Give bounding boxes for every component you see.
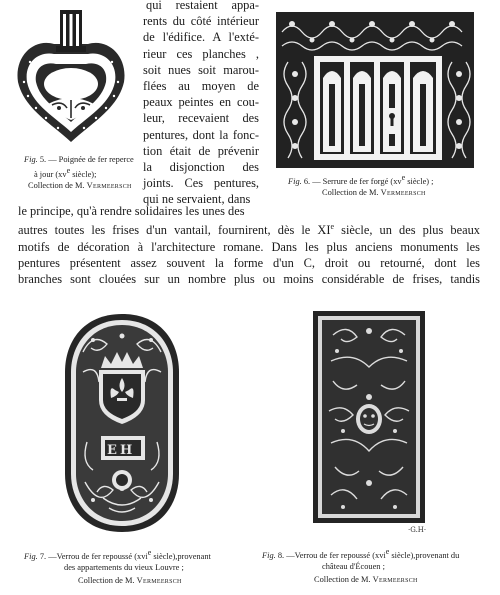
figure-8-bolt-engraving: [313, 311, 425, 523]
figure-5-caption: Fig. 5. — Poignée de fer reperce à jour ($xv^e$ siècle); Collection de M. Vermeersch: [24, 155, 134, 190]
body-paragraph: le principe, qu'à rendre solidaires les unes des autres toutes les frises d'un vantail, fournirent, dès le XIe siècle, un des plus beaux motifs de décoration à l'architecture romane. Dans les plus anciens monuments les pentures présentent assez souvent la forme d'un C, droit ou retourné, dont les branches sont clouées sur un nombre plus ou moins considérable de frises, tandis: [18, 204, 480, 286]
figure-7-caption: Fig. 7. —Verrou de fer repoussé (xvi$^e$ siècle),provenant des appartements du vieux Louvre ; Collection de M. Vermeersch: [24, 548, 211, 585]
figure-7-bolt-engraving: [63, 312, 181, 534]
svg-text:E: E: [107, 443, 117, 458]
intro-column-text: qui restaient appa- rents du côté intérieur de l'édifice. A l'exté- rieur ces planches , soit nues soit marou- flées au moyen de peaux peintes en cou- leur, recevaient des pentures, dont la fonc- tion était de prévenir la disjonction des joints. Ces pentures, qui ne servaient, dans: [143, 0, 259, 207]
figure-8-caption: Fig. 8. —Verrou de fer repoussé (xvi$^e$ siècle),provenant du château d'Écouen ; Collection de M. Vermeersch: [262, 547, 460, 584]
svg-text:H: H: [120, 443, 133, 458]
engraver-signature: ·G.H·: [408, 526, 427, 534]
figure-6-lock-engraving: [276, 12, 474, 168]
fig-label: Fig: [24, 155, 36, 164]
figure-6-caption: Fig. 6. — Serrure de fer forgé ($xv^e$ siècle) ; Collection de M. Vermeersch: [288, 173, 434, 197]
figure-5-handle-engraving: [12, 4, 130, 149]
